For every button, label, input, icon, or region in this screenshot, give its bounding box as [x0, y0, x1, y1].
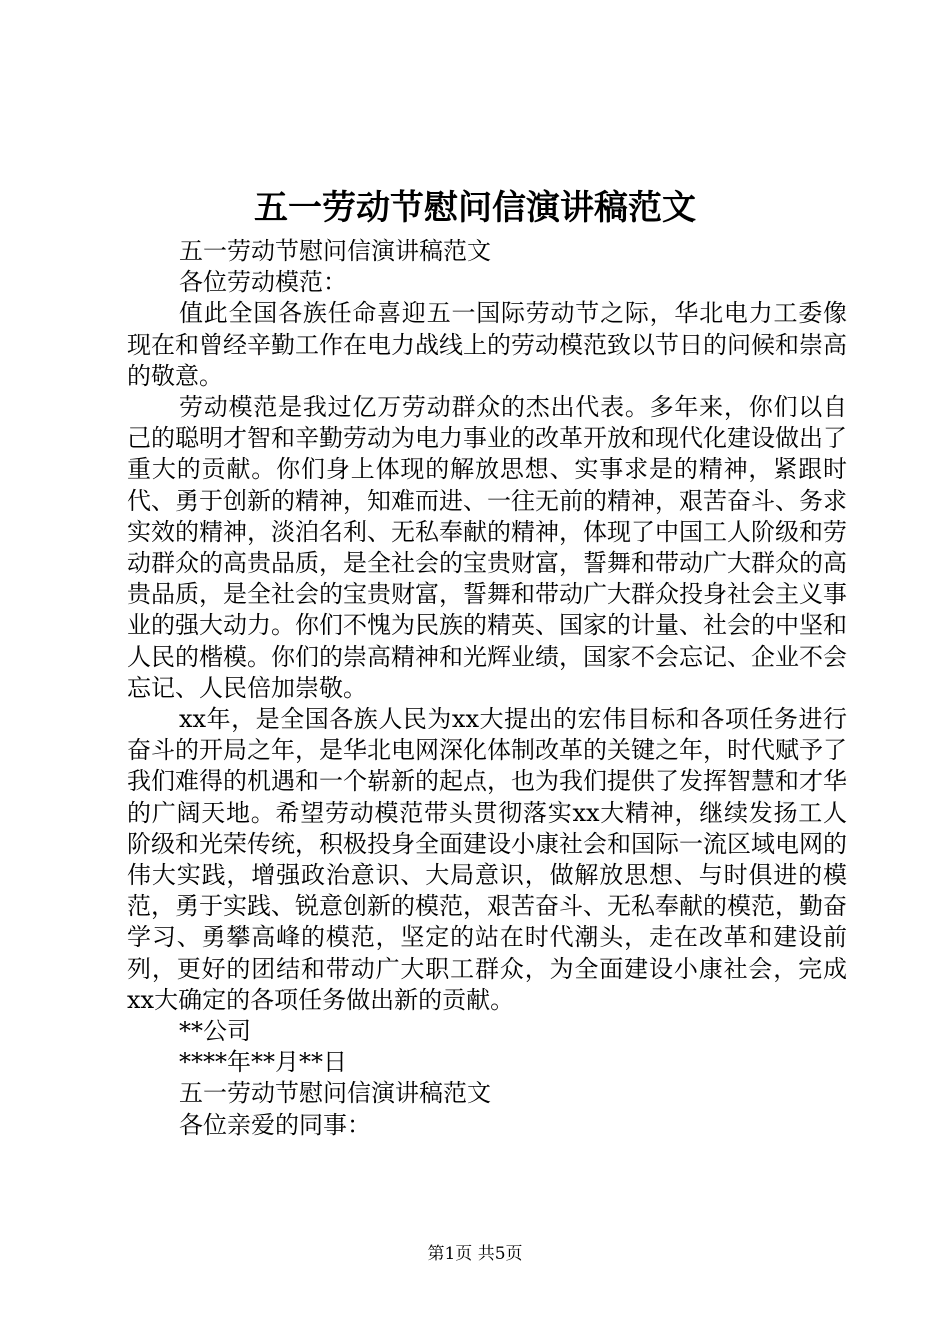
page-number-indicator: 第1页 共5页 [427, 1244, 523, 1264]
paragraph-salutation: 各位劳动模范： [179, 268, 347, 297]
document-title: 五一劳动节慰问信演讲稿范文 [254, 188, 696, 228]
paragraph-hopes: xx年，是全国各族人民为xx大提出的宏伟目标和各项任务进行奋斗的开局之年，是华北电网深化体制改革的关键之年，时代赋予了我们难得的机遇和一个崭新的起点，也为我们提供了发挥智慧和才华的广阔天地。希望劳动模范带头贯彻落实xx大精神，继续发扬工人阶级和光荣传统，积极投身全面建设小康社会和国际一流区域电网的伟大实践，增强政治意识、大局意识，做解放思想、与时俱进的模范，勇于实践、锐意创新的模范，艰苦奋斗、无私奉献的模范，勤奋学习、勇攀高峰的模范，坚定的站在时代潮头，走在改革和建设前列，更好的团结和带动广大职工群众，为全面建设小康社会，完成xx大确定的各项任务做出新的贡献。 [127, 705, 847, 1014]
paragraph-second-title: 五一劳动节慰问信演讲稿范文 [179, 1079, 491, 1108]
paragraph-subtitle: 五一劳动节慰问信演讲稿范文 [179, 237, 491, 265]
paragraph-signature-company: **公司 [179, 1017, 251, 1046]
paragraph-second-salutation: 各位亲爱的同事： [179, 1110, 371, 1139]
page-footer [0, 1242, 950, 1266]
document-body [127, 236, 847, 1141]
paragraph-greeting: 值此全国各族任命喜迎五一国际劳动节之际，华北电力工委像现在和曾经辛勤工作在电力战线上的劳动模范致以节日的问候和崇高的敬意。 [127, 299, 847, 390]
paragraph-signature-date: ****年**月**日 [179, 1048, 347, 1077]
paragraph-praise: 劳动模范是我过亿万劳动群众的杰出代表。多年来，你们以自己的聪明才智和辛勤劳动为电力事业的改革开放和现代化建设做出了重大的贡献。你们身上体现的解放思想、实事求是的精神，紧跟时代、勇于创新的精神，知难而进、一往无前的精神，艰苦奋斗、务求实效的精神，淡泊名利、无私奉献的精神，体现了中国工人阶级和劳动群众的高贵品质，是全社会的宝贵财富，誓舞和带动广大群众的高贵品质，是全社会的宝贵财富，誓舞和带动广大群众投身社会主义事业的强大动力。你们不愧为民族的精英、国家的计量、社会的中坚和人民的楷模。你们的崇高精神和光辉业绩，国家不会忘记、企业不会忘记、人民倍加崇敬。 [127, 393, 847, 702]
